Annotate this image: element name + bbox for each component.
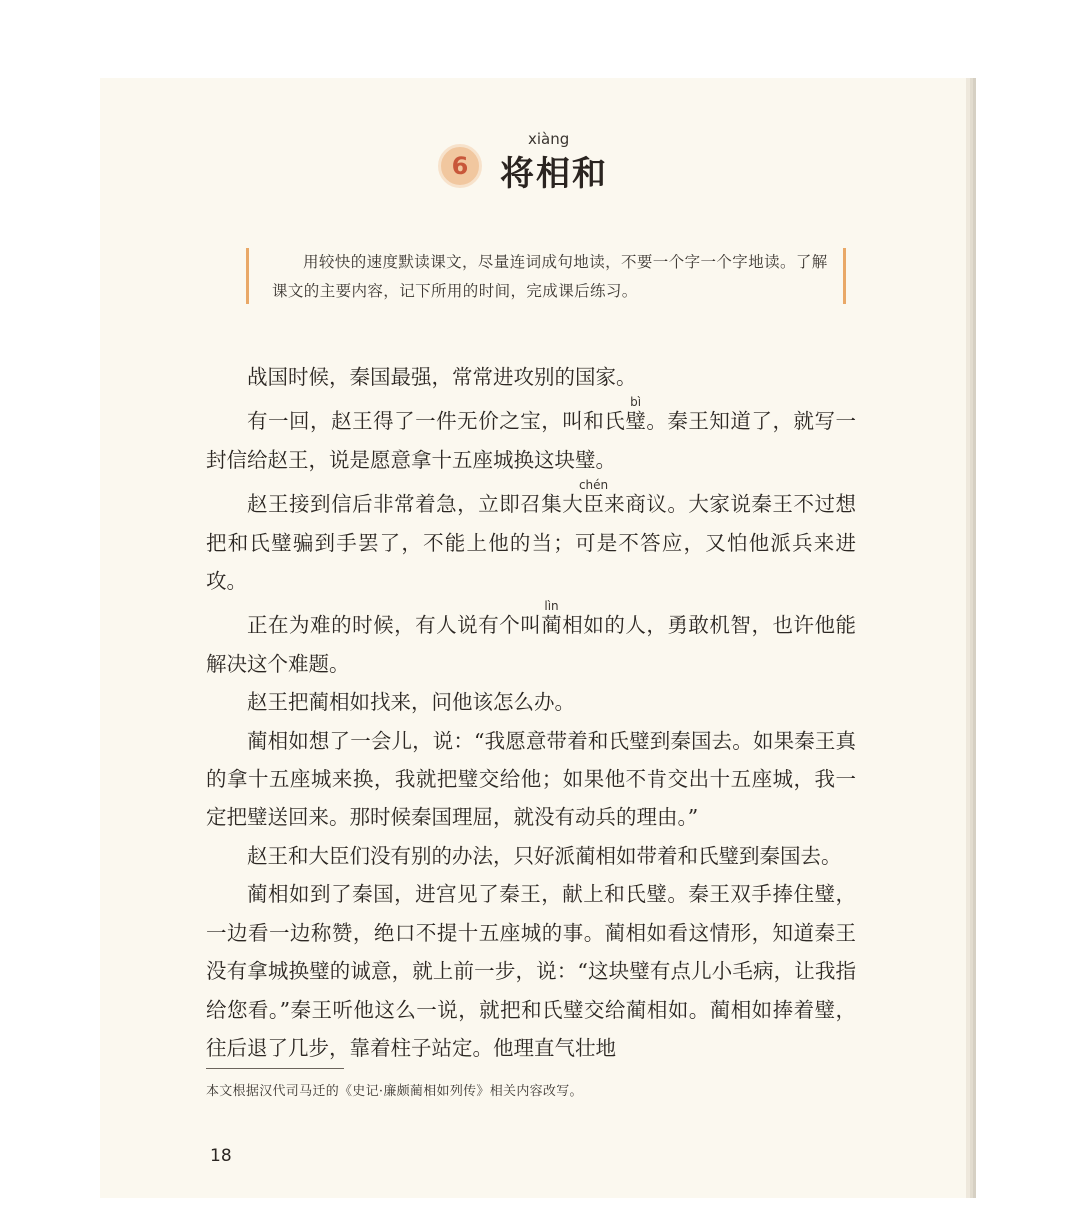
tip-left-bar bbox=[246, 248, 249, 304]
lesson-number-badge: 6 bbox=[438, 144, 482, 188]
reading-tip-box bbox=[246, 248, 846, 304]
ruby-lin bbox=[541, 599, 563, 638]
ruby-chen-pinyin: chén bbox=[578, 478, 609, 493]
paragraph-2 bbox=[206, 396, 856, 479]
ruby-lin-char: 蔺 bbox=[541, 613, 563, 638]
ruby-lin-pinyin: lìn bbox=[541, 599, 562, 614]
paragraph-4-text-b: 相如的人，勇敢机智，也许他能解决这个难题。 bbox=[206, 613, 857, 676]
paragraph-5: 赵王把蔺相如找来，问他该怎么办。 bbox=[247, 690, 575, 715]
ruby-chen-char: 臣 bbox=[578, 492, 609, 517]
paragraph-2-text-a: 有一回，赵王得了一件无价之宝，叫和氏 bbox=[247, 409, 626, 434]
paragraph-3-text-b: 来商议。大家说秦王不过想把和氏璧骗到手罢了，不能上他的当；可是不答应，又怕他派兵来进攻。 bbox=[206, 492, 856, 594]
textbook-page bbox=[100, 78, 966, 1198]
ruby-bi-char: 璧 bbox=[625, 409, 647, 434]
paragraph-8: 蔺相如到了秦国，进宫见了秦王，献上和氏璧。秦王双手捧住璧，一边看一边称赞，绝口不提十五座城的事。蔺相如看这情形，知道秦王没有拿城换璧的诚意，就上前一步，说：“这块璧有点儿小毛病，让我指给您看。”秦王听他这么一说，就把和氏璧交给蔺相如。蔺相如捧着璧，往后退了几步，靠着柱子站定。他理直气壮地 bbox=[206, 882, 856, 1060]
paragraph-2-text-b: 。秦王知道了，就写一封信给赵王，说是愿意拿十五座城换这块璧。 bbox=[206, 409, 857, 472]
paragraph-3-text-a: 赵王接到信后非常着急，立即召集大 bbox=[247, 492, 584, 517]
paragraph-3 bbox=[206, 479, 856, 600]
paragraph-7: 赵王和大臣们没有别的办法，只好派蔺相如带着和氏璧到秦国去。 bbox=[247, 843, 842, 868]
footnote-divider bbox=[206, 1068, 344, 1069]
ruby-chen bbox=[578, 478, 609, 517]
lesson-header bbox=[100, 130, 966, 210]
footnote: 本文根据汉代司马迁的《史记·廉颇蔺相如列传》相关内容改写。 bbox=[206, 1084, 583, 1099]
paragraph-1: 战国时候，秦国最强，常常进攻别的国家。 bbox=[247, 365, 637, 389]
ruby-bi-pinyin: bì bbox=[625, 395, 646, 410]
paragraph-4 bbox=[206, 600, 856, 683]
paragraph-6: 蔺相如想了一会儿，说：“我愿意带着和氏璧到秦国去。如果秦王真的拿十五座城来换，我就把璧交给他；如果他不肯交出十五座城，我一定把璧送回来。那时候秦国理屈，就没有动兵的理由。” bbox=[206, 728, 856, 830]
lesson-body bbox=[206, 358, 856, 1067]
ruby-bi bbox=[625, 395, 647, 434]
tip-right-bar bbox=[843, 248, 846, 304]
lesson-title: 将相和 bbox=[500, 154, 608, 194]
reading-tip: 用较快的速度默读课文，尽量连词成句地读，不要一个字一个字地读。了解课文的主要内容，记下所用的时间，完成课后练习。 bbox=[272, 253, 828, 300]
title-pinyin: xiàng bbox=[528, 130, 570, 148]
page-number: 18 bbox=[210, 1146, 232, 1166]
paragraph-4-text-a: 正在为难的时候，有人说有个叫 bbox=[247, 613, 542, 638]
